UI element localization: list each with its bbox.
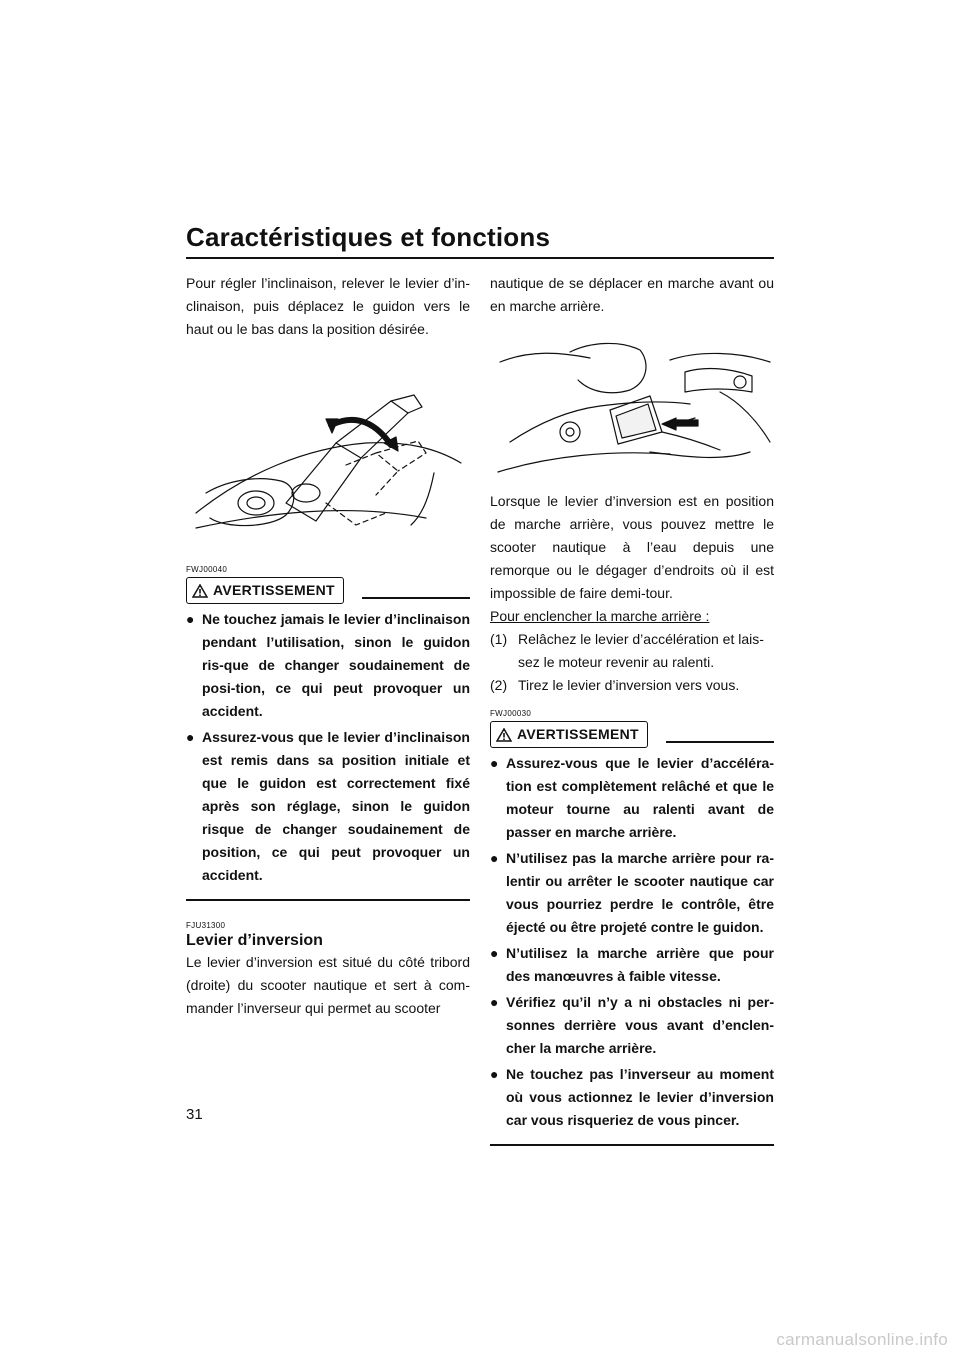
procedure-title: Pour enclencher la marche arrière :: [490, 608, 710, 624]
handlebar-tilt-illustration: [186, 353, 470, 553]
left-column: [186, 272, 470, 1020]
warning-end-rule: [186, 899, 470, 901]
warning-rule: [666, 741, 774, 743]
warning-code: FWJ00030: [490, 709, 532, 718]
page-title: Caractéristiques et fonctions: [186, 222, 551, 252]
procedure-step: (2) Tirez le levier d’inversion vers vous.: [490, 677, 740, 693]
warning-badge: [490, 721, 648, 748]
warning-code: FWJ00040: [186, 565, 228, 574]
warning-item: ● N’utilisez pas la marche arrière pour ra-lentir ou arrêter le scooter nautique car vous pourriez perdre le contrôle, être éjecté ou être projeté contre le guidon.: [490, 847, 774, 939]
procedure-steps: [490, 628, 774, 697]
bullet-icon: ●: [490, 994, 499, 1010]
warning-item: ● Assurez-vous que le levier d’inclinaison est remis dans sa position initiale et que le guidon est correctement fixé après son réglage, sinon le guidon risque de changer soudainement de position, ce qui peut provoquer un accident.: [186, 726, 470, 887]
warning-header: [490, 721, 774, 748]
warning-item: ● N’utilisez la marche arrière que pour des manœuvres à faible vitesse.: [490, 942, 774, 988]
warning-item: ● Ne touchez jamais le levier d’inclinaison pendant l’utilisation, sinon le guidon ris-que de changer soudainement de posi-tion, ce qui peut provoquer un accident.: [186, 608, 470, 723]
bullet-icon: ●: [186, 729, 195, 745]
intro-paragraph: Pour régler l’inclinaison, relever le levier d’in-clinaison, puis déplacez le guidon vers le haut ou le bas dans la position désirée.: [186, 275, 470, 337]
bullet-icon: ●: [490, 945, 499, 961]
section-body: Le levier d’inversion est situé du côté tribord (droite) du scooter nautique et sert à com-mander l’inverseur qui permet au scooter: [186, 954, 470, 1016]
bullet-icon: ●: [186, 611, 195, 627]
warning-triangle-icon: [192, 584, 208, 598]
warning-label: AVERTISSEMENT: [517, 726, 639, 742]
warning-item: ● Vérifiez qu’il n’y a ni obstacles ni per-sonnes derrière vous avant d’enclen-cher la marche arrière.: [490, 991, 774, 1060]
title-rule: [186, 257, 774, 259]
warning-list: [186, 608, 470, 887]
warning-item: ● Assurez-vous que le levier d’accéléra-tion est complètement relâché et que le moteur tourne au ralenti avant de passer en marche arrière.: [490, 752, 774, 844]
warning-label: AVERTISSEMENT: [213, 582, 335, 598]
warning-end-rule: [490, 1144, 774, 1146]
reverse-paragraph: Lorsque le levier d’inversion est en position de marche arrière, vous pouvez mettre le scooter nautique à l’eau depuis une remorque ou le dégager d’endroits où il est impossible de faire demi-tour.: [490, 493, 774, 601]
warning-badge: [186, 577, 344, 604]
warning-list: [490, 752, 774, 1132]
reverse-lever-illustration: [490, 332, 774, 482]
continuation-paragraph: nautique de se déplacer en marche avant ou en marche arrière.: [490, 275, 774, 314]
warning-item: ● Ne touchez pas l’inverseur au moment où vous actionnez le levier d’inversion car vous risqueriez de vous pincer.: [490, 1063, 774, 1132]
bullet-icon: ●: [490, 755, 499, 771]
bullet-icon: ●: [490, 850, 499, 866]
page-number: 31: [186, 1106, 203, 1123]
warning-triangle-icon: [496, 728, 512, 742]
bullet-icon: ●: [490, 1066, 499, 1082]
right-column: [490, 272, 774, 1146]
section-title: Levier d’inversion: [186, 932, 323, 949]
section-code: FJU31300: [186, 921, 226, 930]
watermark: carmanualsonline.info: [776, 1330, 948, 1349]
warning-header: [186, 577, 470, 604]
warning-rule: [362, 597, 470, 599]
procedure-step: (1) Relâchez le levier d’accélération et lais-sez le moteur revenir au ralenti.: [490, 631, 764, 670]
